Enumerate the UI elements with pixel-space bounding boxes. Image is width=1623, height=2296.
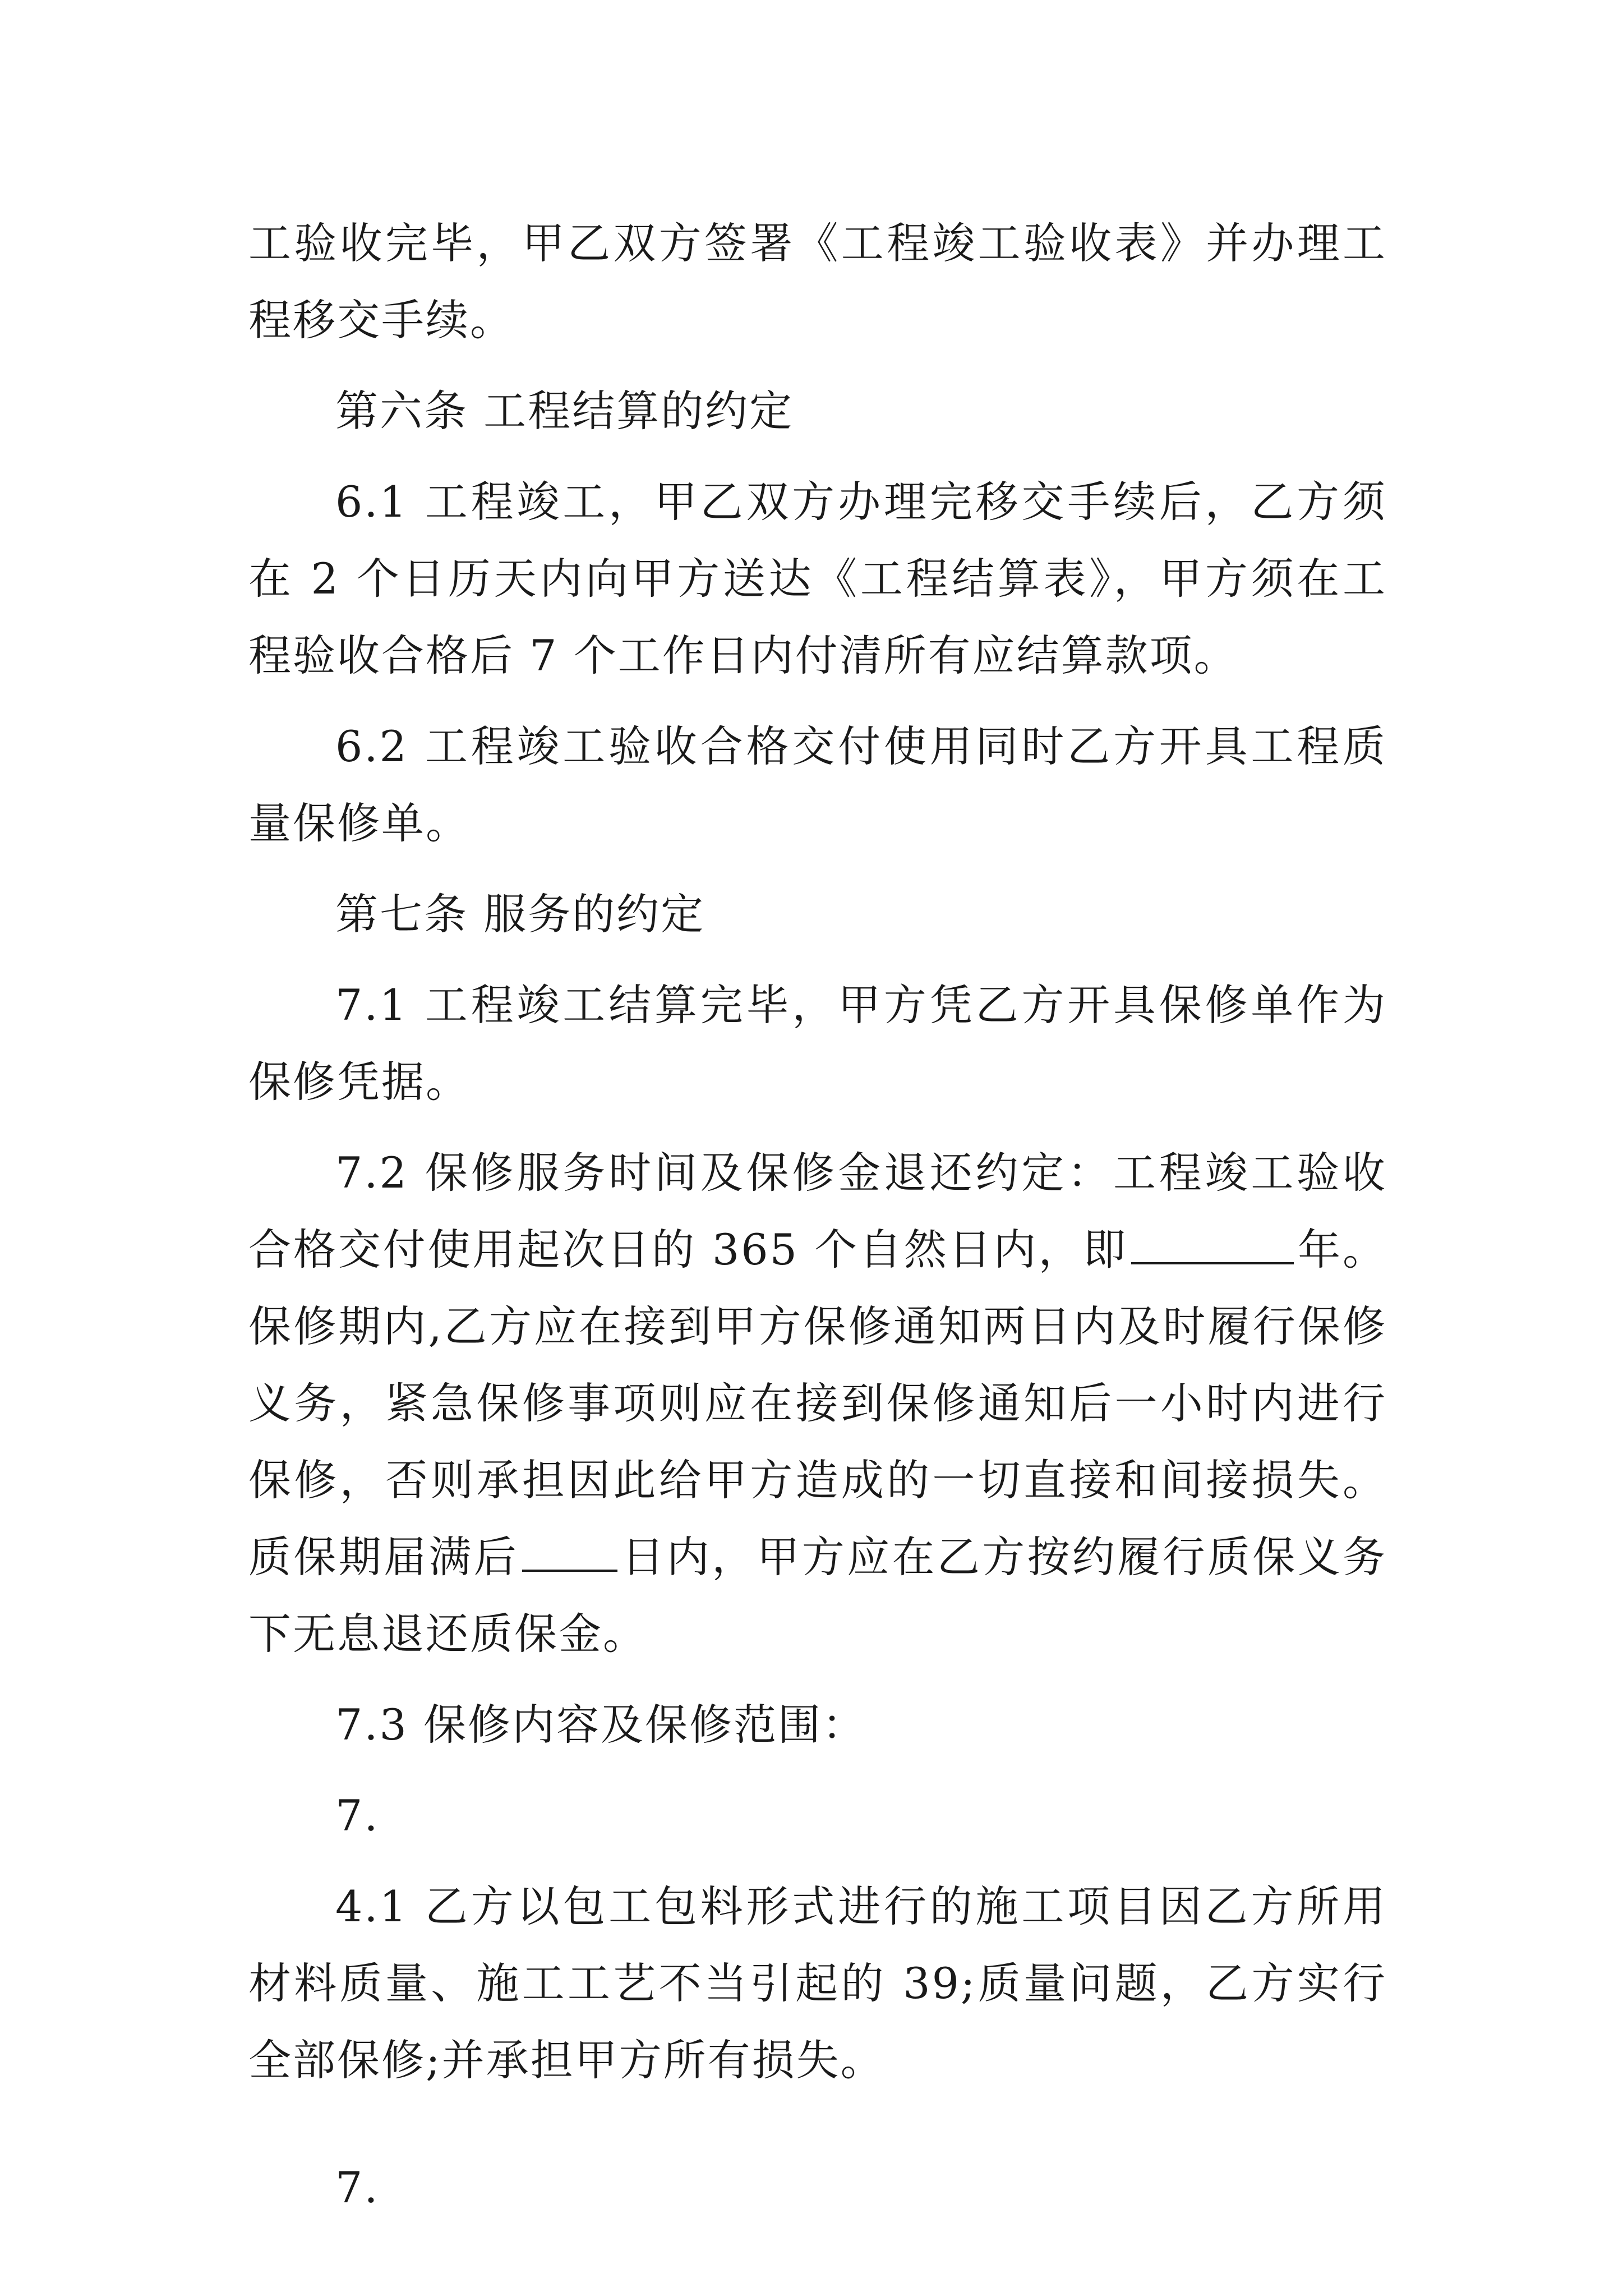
clause-6-2: 6.2 工程竣工验收合格交付使用同时乙方开具工程质量保修单。 — [248, 721, 1387, 848]
clause-7-2-text-c: 日内，甲方应在乙方按约履行质保义务下无息退还质保金。 — [248, 1532, 1387, 1659]
clause-number-fragment-a: 7. — [335, 1791, 380, 1841]
article-6-heading: 第六条 工程结算的约定 — [335, 386, 794, 436]
clause-6-1: 6.1 工程竣工，甲乙双方办理完移交手续后，乙方须在 2 个日历天内向甲方送达《工程结算表》，甲方须在工程验收合格后 7 个工作日内付清所有应结算款项。 — [248, 477, 1387, 680]
article-7-heading: 第七条 服务的约定 — [335, 889, 706, 939]
fill-blank-days — [522, 1529, 617, 1572]
clause-7-2-text-b: 年。保修期内,乙方应在接到甲方保修通知两日内及时履行保修义务，紧急保修事项则应在接到保修通知后一小时内进行保修，否则承担因此给甲方造成的一切直接和间接损失。质保期届满后 — [248, 1225, 1387, 1582]
paragraph-intro: 工验收完毕，甲乙双方签署《工程竣工验收表》并办理工程移交手续。 — [248, 218, 1387, 345]
clause-number-fragment-b: 7. — [335, 2162, 380, 2212]
clause-7-1: 7.1 工程竣工结算完毕，甲方凭乙方开具保修单作为保修凭据。 — [248, 980, 1387, 1107]
document-body — [248, 205, 1387, 2240]
clause-7-2 — [248, 1134, 1387, 1672]
clause-7-3: 7.3 保修内容及保修范围： — [335, 1700, 867, 1750]
clause-7-2-text-a: 7.2 保修服务时间及保修金退还约定：工程竣工验收合格交付使用起次日的 365 个自然日内，即 — [248, 1148, 1387, 1274]
clause-7-4-1: 4.1 乙方以包工包料形式进行的施工项目因乙方所用材料质量、施工工艺不当引起的 39;质量问题，乙方实行全部保修;并承担甲方所有损失。 — [248, 1881, 1387, 2085]
fill-blank-year — [1131, 1222, 1294, 1264]
